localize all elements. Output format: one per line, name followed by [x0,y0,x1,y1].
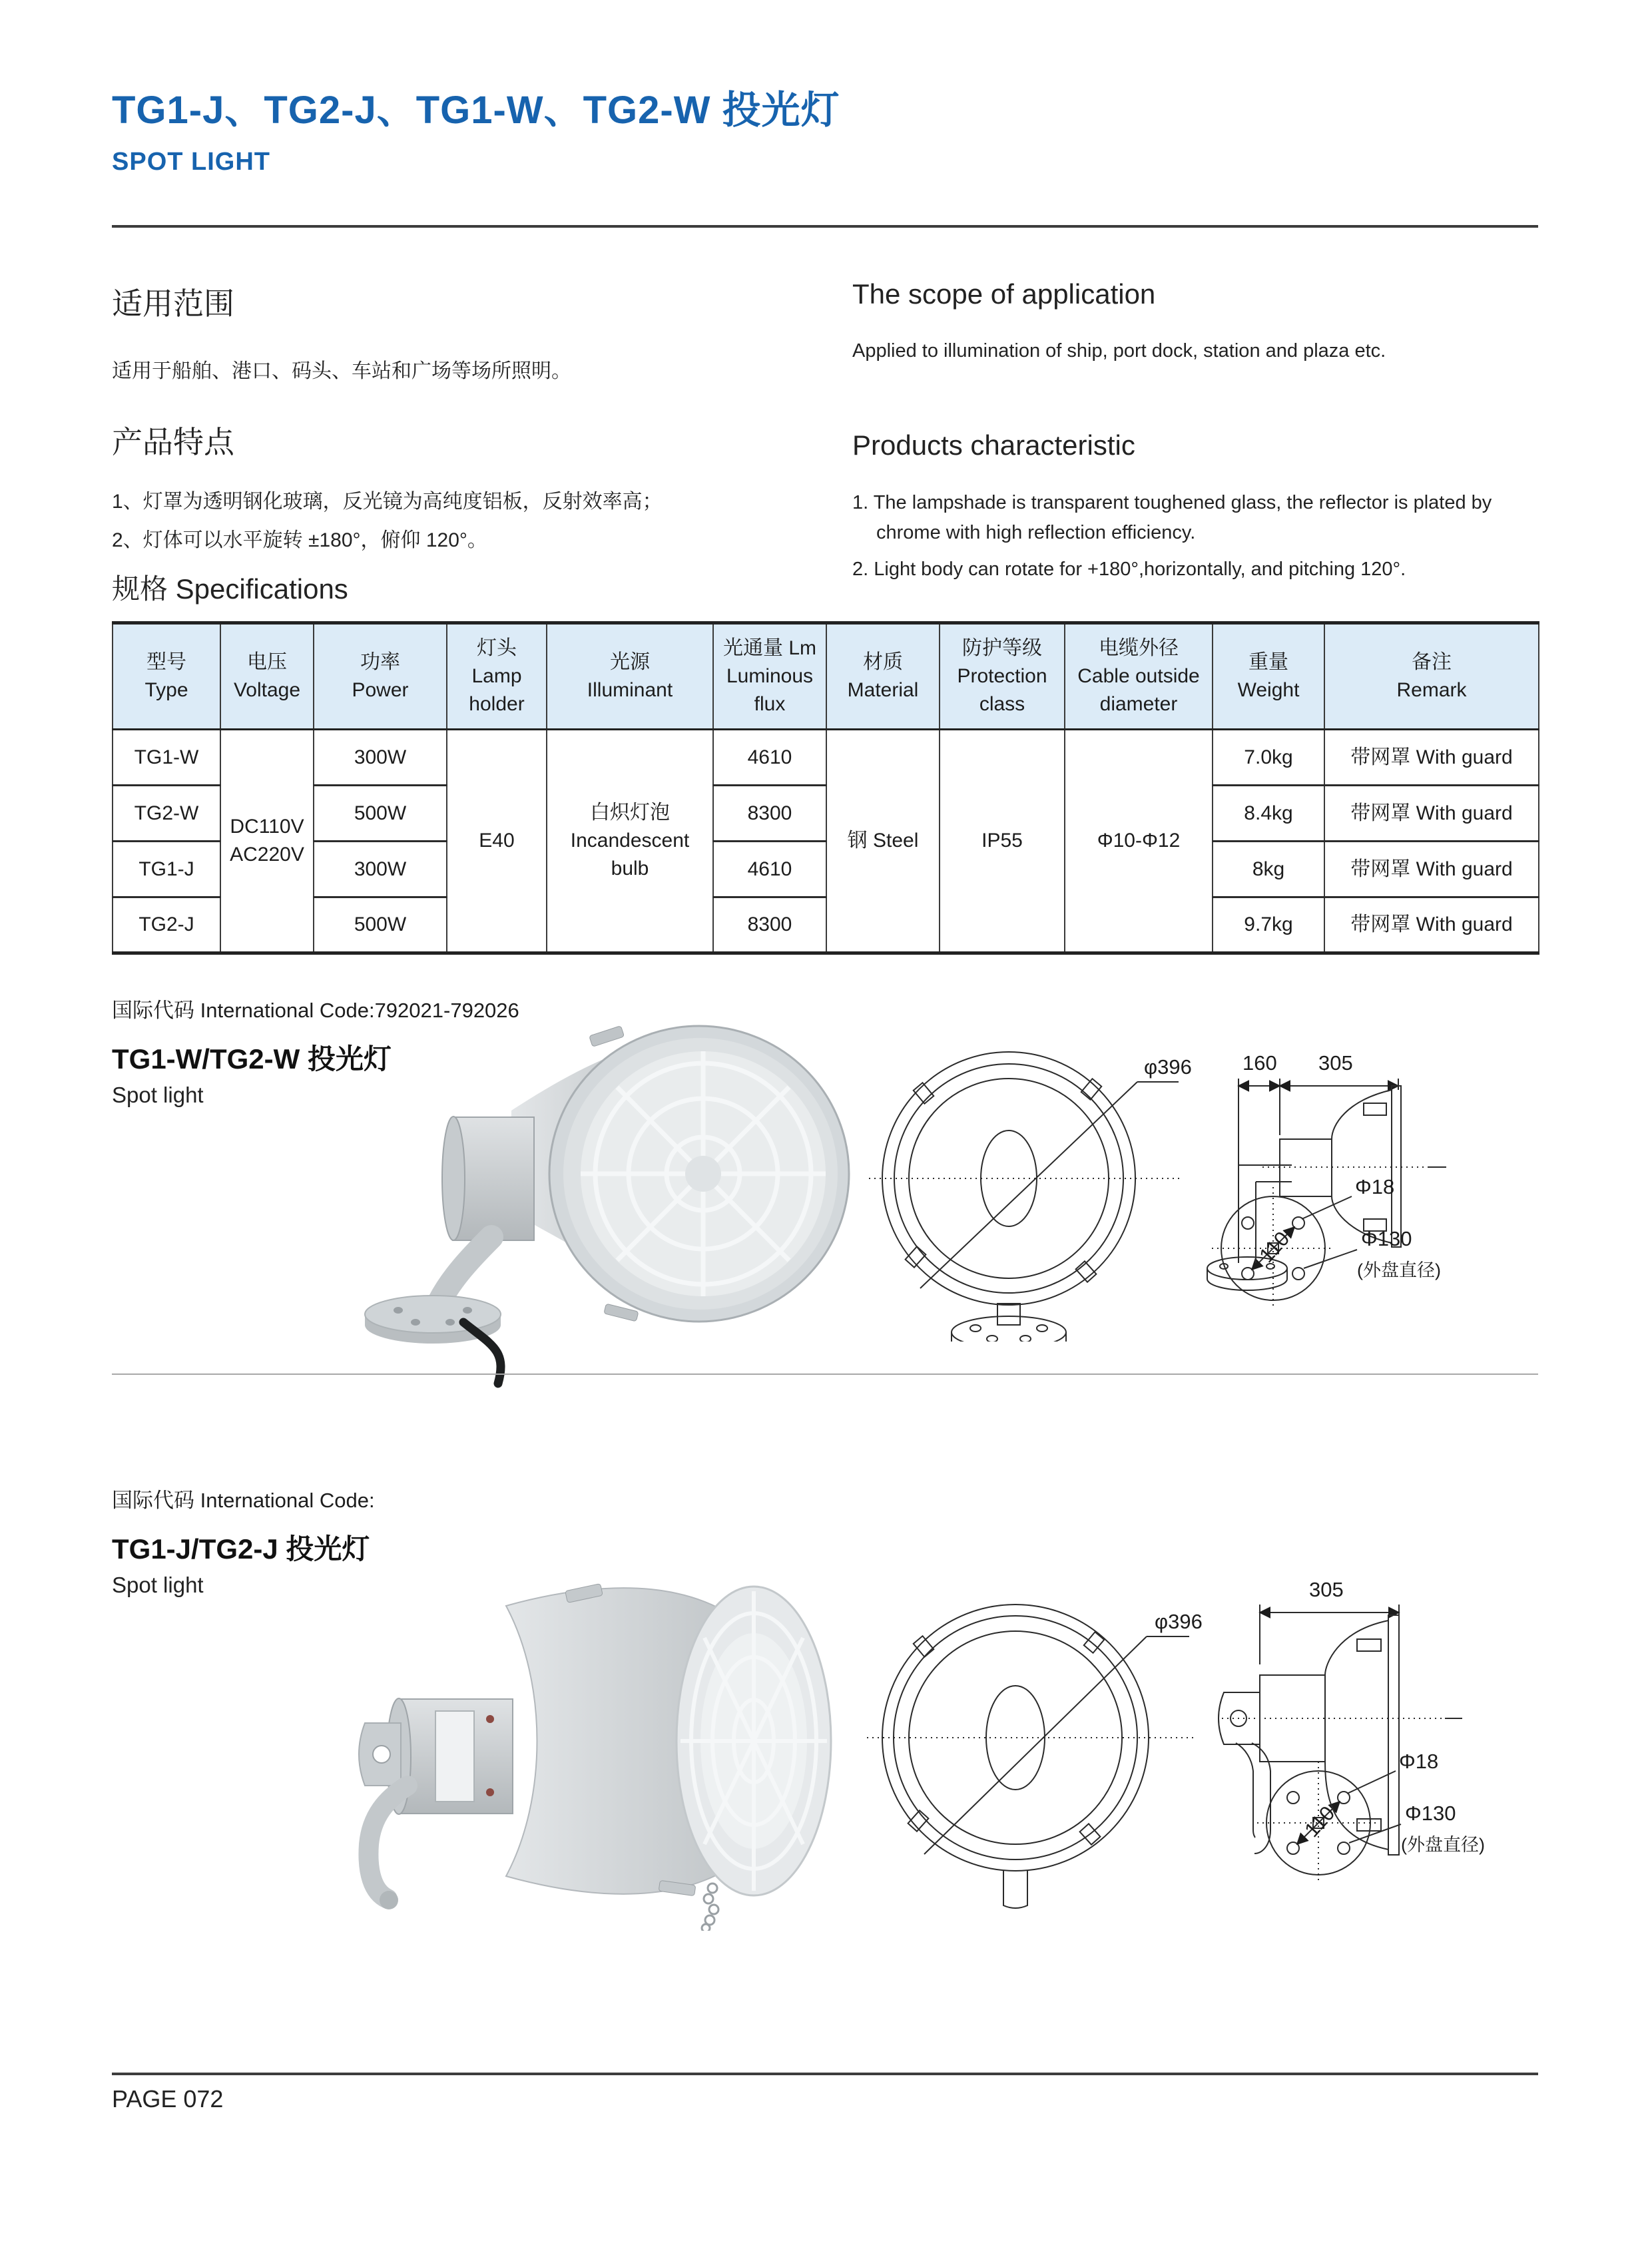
table-row [113,897,1539,953]
dim-label-dia130: Φ130 [1405,1802,1456,1825]
cell-weight: 7.0kg [1213,730,1324,786]
feature-item-cn: 2、灯体可以水平旋转 ±180°，俯仰 120°。 [112,529,487,551]
cell-weight: 9.7kg [1213,897,1324,953]
cell-power: 300W [314,730,447,786]
cell-type: TG1-W [113,730,220,786]
features-heading-en: Products characteristic [852,429,1135,461]
dimension-drawing-tg1w-tg2w [866,1029,1538,1342]
guard-hub [685,1156,721,1192]
dim-label-dia18: Φ18 [1355,1175,1395,1198]
cell-remark: 带网罩 With guard [1324,842,1539,897]
col-header-cable: 电缆外径 Cable outside diameter [1065,623,1213,730]
scope-body-cn: 适用于船舶、港口、码头、车站和广场等场所照明。 [112,360,571,382]
footer-divider [112,2073,1538,2075]
page-title: TG1-J、TG2-J、TG1-W、TG2-W 投光灯 [112,89,840,132]
bracket-hole [373,1746,390,1763]
rear-cap [442,1117,465,1240]
col-header-power: 功率 Power [314,623,447,730]
col-header-type: 型号 Type [113,623,220,730]
product-subtitle: Spot light [112,1083,204,1107]
international-code: 国际代码 International Code:792021-792026 [112,999,519,1022]
product-subtitle: Spot light [112,1573,204,1597]
col-header-lamp-holder: 灯头 Lamp holder [447,623,547,730]
cell-weight: 8.4kg [1213,786,1324,842]
cell-lamp-holder: E40 [447,730,547,953]
side-view-dome [1332,1090,1395,1243]
dimension-drawing-tg1j-tg2j [859,1565,1545,1911]
dim-label-305: 305 [1309,1578,1344,1601]
page-subtitle: SPOT LIGHT [112,148,270,176]
features-list-en [852,488,1541,591]
scope-body-en: Applied to illumination of ship, port dock, station and plaza etc. [852,340,1386,362]
col-header-illuminant: 光源 Illuminant [547,623,713,730]
header-divider [112,225,1538,228]
product-photo-tg1j-tg2j [286,1551,846,1931]
cell-voltage: DC110V AC220V [220,730,314,953]
cell-cable: Φ10-Φ12 [1065,730,1213,953]
dim-label-dia130-note: (外盘直径) [1357,1260,1441,1280]
specifications-table [112,621,1539,955]
dim-label-bolt-spacing: 110 [1254,1226,1294,1267]
col-header-protection: 防护等级 Protection class [940,623,1065,730]
scope-heading-en: The scope of application [852,278,1156,310]
dim-label-dia130: Φ130 [1361,1227,1412,1250]
table-header-row [113,623,1539,730]
product-title: TG1-J/TG2-J 投光灯 [112,1533,370,1565]
col-header-voltage: 电压 Voltage [220,623,314,730]
features-heading-cn: 产品特点 [112,425,234,459]
cell-power: 500W [314,786,447,842]
dim-label-dia130-note: (外盘直径) [1401,1835,1485,1855]
cell-illuminant: 白炽灯泡 Incandescent bulb [547,730,713,953]
dim-label-dia396: φ396 [1144,1055,1192,1079]
page-number: PAGE 072 [112,2085,224,2113]
cell-type: TG1-J [113,842,220,897]
cell-remark: 带网罩 With guard [1324,786,1539,842]
cell-flux: 8300 [713,786,826,842]
cell-power: 300W [314,842,447,897]
mount-arm [439,1237,491,1302]
base-flange [365,1296,501,1333]
cell-type: TG2-J [113,897,220,953]
dim-label-bolt-spacing: 110 [1300,1801,1340,1842]
safety-chain [702,1883,718,1931]
product-photo-tg1w-tg2w [292,1017,851,1390]
table-row [113,842,1539,897]
col-header-material: 材质 Material [826,623,940,730]
screw-dot [486,1715,494,1723]
international-code: 国际代码 International Code: [112,1489,375,1512]
dim-label-dia396: φ396 [1155,1610,1203,1633]
dim-label-dia18: Φ18 [1399,1750,1439,1773]
front-view-outer-circle [882,1052,1135,1305]
feature-item-en: 2. Light body can rotate for +180°,horizontally, and pitching 120°. [852,558,1406,580]
section-divider [112,1373,1538,1375]
feature-item-cn: 1、灯罩为透明钢化玻璃，反光镜为高纯度铝板，反射效率高； [112,491,663,513]
cell-weight: 8kg [1213,842,1324,897]
col-header-remark: 备注 Remark [1324,623,1539,730]
product-title: TG1-W/TG2-W 投光灯 [112,1043,392,1075]
cell-power: 500W [314,897,447,953]
cell-flux: 4610 [713,842,826,897]
side-view-arm [1239,1165,1256,1263]
feature-item-en: 1. The lampshade is transparent toughened glass, the reflector is plated by chrome with high reflection efficiency. [852,492,1492,543]
silver-band [435,1711,474,1802]
cell-remark: 带网罩 With guard [1324,897,1539,953]
table-row [113,786,1539,842]
cell-flux: 4610 [713,730,826,786]
cell-material: 钢 Steel [826,730,940,953]
cell-remark: 带网罩 With guard [1324,730,1539,786]
handle-tip [380,1891,398,1909]
cell-protection: IP55 [940,730,1065,953]
screw-dot [486,1788,494,1796]
scope-heading-cn: 适用范围 [112,286,234,321]
table-row [113,730,1539,786]
glass-clip [589,1026,625,1047]
specs-heading: 规格 Specifications [112,573,348,605]
front-view-outer-circle [882,1605,1149,1871]
cell-type: TG2-W [113,786,220,842]
col-header-weight: 重量 Weight [1213,623,1324,730]
dim-label-305: 305 [1318,1051,1353,1075]
col-header-luminous-flux: 光通量 Lm Luminous flux [713,623,826,730]
cell-flux: 8300 [713,897,826,953]
page-content [112,0,1538,2241]
dim-label-160: 160 [1242,1051,1277,1075]
